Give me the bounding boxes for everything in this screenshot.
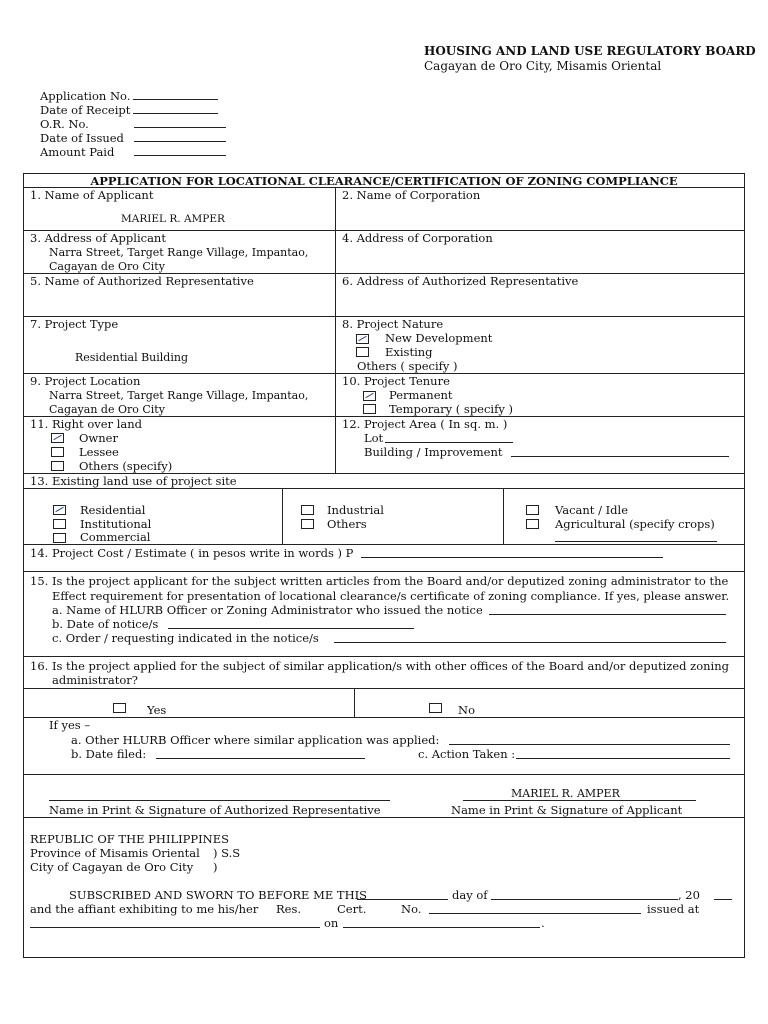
nature-others-label: Others ( specify ) — [357, 359, 458, 373]
q15-a-field[interactable] — [489, 614, 726, 615]
no-label: No. — [401, 902, 422, 916]
vacant-idle-label: Vacant / Idle — [555, 503, 629, 517]
day-of-label: day of — [452, 888, 488, 902]
agricultural-checkbox[interactable] — [526, 519, 539, 529]
on-date-field[interactable] — [343, 927, 540, 928]
right-over-land-label: 11. Right over land — [30, 417, 143, 431]
date-of-receipt-label: Date of Receipt — [40, 103, 131, 117]
if-yes-a-field[interactable] — [449, 744, 730, 745]
applicant-name-value[interactable]: MARIEL R. AMPER — [121, 213, 225, 225]
applicant-name-label: 1. Name of Applicant — [30, 188, 154, 202]
owner-checkbox[interactable] — [51, 433, 64, 443]
representative-signature-label: Name in Print & Signature of Authorized Representative — [49, 803, 381, 817]
if-yes-a-label: a. Other HLURB Officer where similar application was applied: — [71, 733, 440, 747]
issued-at-field[interactable] — [30, 927, 320, 928]
application-no-field[interactable] — [133, 99, 218, 100]
or-no-field[interactable] — [134, 127, 226, 128]
form-title: APPLICATION FOR LOCATIONAL CLEARANCE/CERTIFICATION OF ZONING COMPLIANCE — [90, 174, 678, 188]
residential-checkbox[interactable] — [53, 505, 66, 515]
q16-yes-checkbox[interactable] — [113, 703, 126, 713]
q15-b-label: b. Date of notice/s — [52, 617, 159, 631]
vacant-idle-checkbox[interactable] — [526, 505, 539, 515]
q15-a-label: a. Name of HLURB Officer or Zoning Administrator who issued the notice — [52, 603, 483, 617]
representative-name-label: 5. Name of Authorized Representative — [30, 274, 254, 288]
industrial-checkbox[interactable] — [301, 505, 314, 515]
lot-field[interactable] — [385, 442, 513, 443]
amount-paid-field[interactable] — [134, 155, 226, 156]
agency-name: HOUSING AND LAND USE REGULATORY BOARD — [424, 44, 756, 58]
landuse-others-checkbox[interactable] — [301, 519, 314, 529]
month-field[interactable] — [491, 899, 678, 900]
right-others-checkbox[interactable] — [51, 461, 64, 471]
lot-label: Lot — [364, 431, 384, 445]
project-area-label: 12. Project Area ( In sq. m. ) — [342, 417, 508, 431]
commercial-checkbox[interactable] — [53, 533, 66, 543]
corporation-name-label: 2. Name of Corporation — [342, 188, 481, 202]
day-field[interactable] — [357, 899, 448, 900]
q15-b-field[interactable] — [168, 628, 414, 629]
if-yes-label: If yes – — [49, 718, 91, 732]
if-yes-b-label: b. Date filed: — [71, 747, 147, 761]
city-paren: ) — [213, 860, 218, 874]
project-location-line2[interactable]: Cagayan de Oro City — [49, 403, 165, 416]
ss-label: ) S.S — [213, 846, 241, 860]
institutional-checkbox[interactable] — [53, 519, 66, 529]
project-type-label: 7. Project Type — [30, 317, 119, 331]
applicant-signature-line — [463, 800, 696, 801]
year-field[interactable] — [714, 899, 732, 900]
agency-location: Cagayan de Oro City, Misamis Oriental — [424, 59, 662, 73]
agricultural-label: Agricultural (specify crops) — [555, 517, 715, 531]
representative-signature-line[interactable] — [49, 800, 390, 801]
date-of-issued-field[interactable] — [134, 141, 226, 142]
applicant-signature-name[interactable]: MARIEL R. AMPER — [511, 787, 620, 800]
right-others-label: Others (specify) — [79, 459, 173, 473]
q16-line1: 16. Is the project applied for the subject of similar application/s with other offices of the Board and/or deputized zoning — [30, 659, 730, 673]
lessee-label: Lessee — [79, 445, 119, 459]
project-type-value[interactable]: Residential Building — [75, 351, 188, 364]
lessee-checkbox[interactable] — [51, 447, 64, 457]
city-label: City of Cagayan de Oro City — [30, 860, 194, 874]
new-development-label: New Development — [385, 331, 493, 345]
subscribed-label: SUBSCRIBED AND SWORN TO BEFORE ME THIS — [69, 888, 368, 902]
landuse-others-label: Others — [327, 517, 367, 531]
applicant-signature-label: Name in Print & Signature of Applicant — [451, 803, 683, 817]
residential-label: Residential — [80, 503, 146, 517]
project-tenure-label: 10. Project Tenure — [342, 374, 450, 388]
q15-c-label: c. Order / requesting indicated in the notice/s — [52, 631, 319, 645]
project-location-line1[interactable]: Narra Street, Target Range Village, Impantao, — [49, 389, 309, 402]
existing-label: Existing — [385, 345, 433, 359]
application-no-label: Application No. — [40, 89, 131, 103]
existing-checkbox[interactable] — [356, 347, 369, 357]
date-of-receipt-field[interactable] — [133, 113, 218, 114]
period-mark: . — [541, 916, 545, 930]
q15-line2: Effect requirement for presentation of locational clearance/s certificate of zoning compliance. If yes, please answer. — [52, 589, 730, 603]
project-cost-field[interactable] — [361, 557, 663, 558]
project-cost-label: 14. Project Cost / Estimate ( in pesos write in words ) P — [30, 546, 354, 560]
industrial-label: Industrial — [327, 503, 384, 517]
date-of-issued-label: Date of Issued — [40, 131, 124, 145]
land-use-label: 13. Existing land use of project site — [30, 474, 237, 488]
amount-paid-label: Amount Paid — [40, 145, 115, 159]
applicant-address-label: 3. Address of Applicant — [30, 231, 166, 245]
date-filed-field[interactable] — [156, 758, 365, 759]
project-location-label: 9. Project Location — [30, 374, 141, 388]
or-no-label: O.R. No. — [40, 117, 89, 131]
q15-line1: 15. Is the project applicant for the subject written articles from the Board and/or deputized zoning administrator to the — [30, 574, 729, 588]
res-label: Res. — [276, 902, 302, 916]
institutional-label: Institutional — [80, 517, 152, 531]
building-improvement-label: Building / Improvement — [364, 445, 503, 459]
q16-yes-label: Yes — [147, 703, 167, 717]
new-development-checkbox[interactable] — [356, 334, 369, 344]
province-label: Province of Misamis Oriental — [30, 846, 200, 860]
owner-label: Owner — [79, 431, 118, 445]
q15-c-field[interactable] — [334, 642, 726, 643]
q16-no-checkbox[interactable] — [429, 703, 442, 713]
issued-at-label: issued at — [647, 902, 700, 916]
permanent-label: Permanent — [389, 388, 453, 402]
permanent-checkbox[interactable] — [363, 391, 376, 401]
cert-label: Cert. — [337, 902, 367, 916]
applicant-address-line1[interactable]: Narra Street, Target Range Village, Impantao, — [49, 246, 309, 259]
building-improvement-field[interactable] — [511, 456, 729, 457]
cert-no-field[interactable] — [429, 913, 641, 914]
action-taken-field[interactable] — [516, 758, 730, 759]
on-label: on — [324, 916, 339, 930]
commercial-label: Commercial — [80, 530, 151, 544]
applicant-address-line2[interactable]: Cagayan de Oro City — [49, 260, 165, 273]
q16-no-label: No — [458, 703, 475, 717]
corporation-address-label: 4. Address of Corporation — [342, 231, 493, 245]
temporary-checkbox[interactable] — [363, 404, 376, 414]
representative-address-label: 6. Address of Authorized Representative — [342, 274, 579, 288]
year-prefix-label: , 20 — [678, 888, 700, 902]
temporary-label: Temporary ( specify ) — [389, 402, 514, 416]
affiant-label: and the affiant exhibiting to me his/her — [30, 902, 259, 916]
crops-field[interactable] — [555, 541, 717, 542]
republic-label: REPUBLIC OF THE PHILIPPINES — [30, 832, 230, 846]
q16-line2: administrator? — [52, 673, 138, 687]
project-nature-label: 8. Project Nature — [342, 317, 444, 331]
if-yes-c-label: c. Action Taken : — [418, 747, 516, 761]
